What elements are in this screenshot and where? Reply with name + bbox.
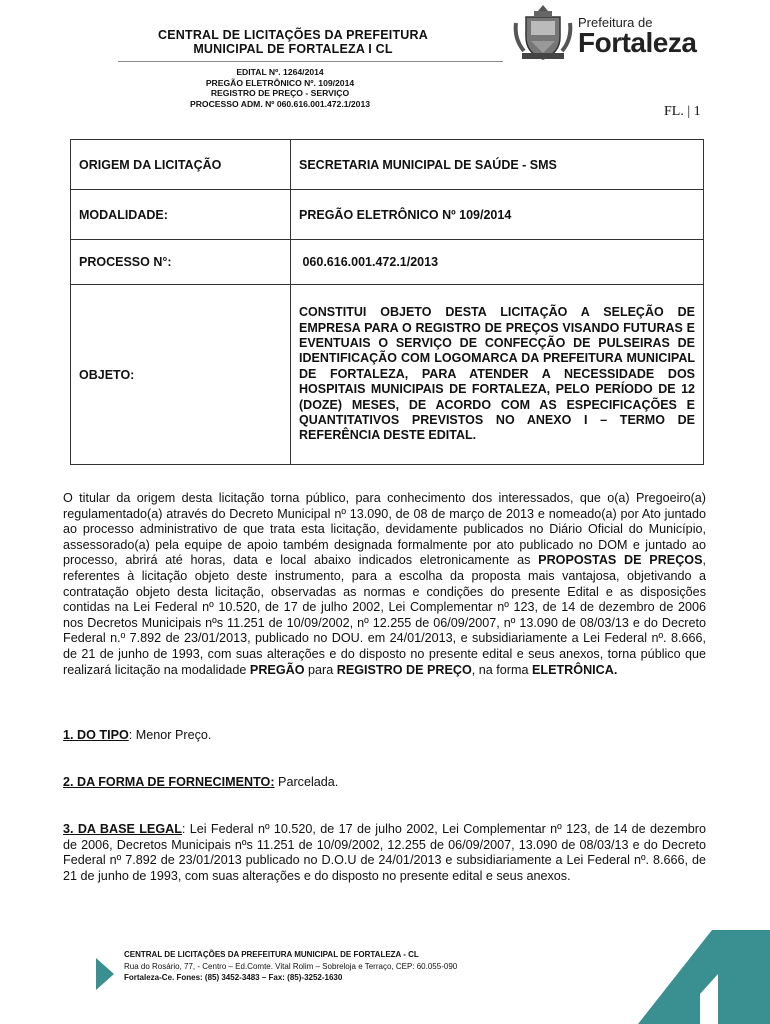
footer-corner-decoration-icon <box>600 930 770 1024</box>
intro-bold: REGISTRO DE PREÇO <box>336 662 472 677</box>
intro-bold: PREGÃO <box>249 662 305 677</box>
header-title-line2: MUNICIPAL DE FORTALEZA I CL <box>193 42 393 56</box>
table-row <box>71 190 704 240</box>
table-key: PROCESSO N°: <box>71 240 291 285</box>
section-text: Parcelada. <box>274 775 339 789</box>
section-text: : Menor Preço. <box>128 728 212 742</box>
section-colon: : <box>270 775 275 789</box>
intro-bold: PROPOSTAS DE PREÇOS <box>538 553 703 568</box>
footer-arrow-icon <box>96 958 114 990</box>
table-value: SECRETARIA MUNICIPAL DE SAÚDE - SMS <box>291 140 704 190</box>
edital-number: EDITAL Nº. 1264/2014 <box>236 67 324 77</box>
page-number: FL. | 1 <box>664 104 701 119</box>
header-title <box>118 28 468 56</box>
section-text: : Lei Federal nº 10.520, de 17 de julho 2002, Lei Complementar nº 123, de 14 de dezembro de 2006, Decretos Municipais nºs 11.251 de 10/09/2002, 12.255 de 06/09/2007, 13.090 de 08/03/13 e do Decreto Federal nº 7.892 de 23/01/2013 publicado no D.O.U de 24/01/2013 e subsidiariamente a Lei Federal nº. 8.666, de 21 de junho de 1993, com suas alterações e do disposto no presente edital e seus anexos. <box>63 822 707 883</box>
intro-text: , na forma <box>471 662 532 677</box>
intro-text: para <box>304 662 337 677</box>
edital-info <box>150 67 410 109</box>
footer-line1: CENTRAL DE LICITAÇÕES DA PREFEITURA MUNICIPAL DE FORTALEZA - CL <box>124 950 419 959</box>
table-key: MODALIDADE: <box>71 190 291 240</box>
table-key: OBJETO: <box>71 285 291 465</box>
section-tipo <box>63 728 706 744</box>
table-value: CONSTITUI OBJETO DESTA LICITAÇÃO A SELEÇÃO DE EMPRESA PARA O REGISTRO DE PREÇOS VISANDO FUTURAS E EVENTUAIS O SERVIÇO DE CONFECÇÃO DE PULSEIRAS DE IDENTIFICAÇÃO COM LOGOMARCA DA PREFEITURA MUNICIPAL DE FORTALEZA, PARA ATENDER A NECESSIDADE DOS HOSPITAIS MUNICIPAIS DE FORTALEZA, PELO PERÍODO DE 12 (DOZE) MESES, DE ACORDO COM AS ESPECIFICAÇÕES E QUANTITATIVOS PREVISTOS NO ANEXO I – TERMO DE REFERÊNCIA DESTE EDITAL. <box>291 285 704 465</box>
intro-paragraph <box>63 491 706 678</box>
header-divider <box>118 61 503 62</box>
pregao-number: PREGÃO ELETRÔNICO Nº. 109/2014 <box>205 77 355 88</box>
footer-line3: Fortaleza-Ce. Fones: (85) 3452-3483 – Fax: (85)-3252-1630 <box>124 973 343 982</box>
table-value: PREGÃO ELETRÔNICO Nº 109/2014 <box>291 190 704 240</box>
intro-text: , referentes à licitação objeto deste instrumento, para a escolha da proposta mais vantajosa, objetivando a contratação objeto desta licitação, observadas as normas e condições do presente Edital e as disposições contidas na Lei Federal nº 10.520, de 17 de julho 2002, Lei Complementar nº 123, de 14 de dezembro de 2006 nos Decretos Municipais nºs 11.251 de 10/09/2002, nº 12.255 de 06/09/2007, nº 13.090 de 08/03/13 e do Decreto Federal n.º 7.892 de 23/01/2013, publicado no DOU. em 24/01/2013, e subsidiariamente a Lei Federal nº. 8.666, de 21 de junho de 1993, com suas alterações e do disposto no presente edital e seus anexos, torna público que realizará licitação na modalidade <box>63 553 706 677</box>
section-base-legal <box>63 822 706 884</box>
table-row <box>71 240 704 285</box>
footer-line2: Rua do Rosário, 77, - Centro – Ed.Comte. Vital Rolim – Sobreloja e Terraço, CEP: 60.055-090 <box>124 961 458 971</box>
registro-type: REGISTRO DE PREÇO - SERVIÇO <box>210 88 350 98</box>
section-title: 2. DA FORMA DE FORNECIMENTO <box>63 775 271 789</box>
table-value: 060.616.001.472.1/2013 <box>291 240 704 285</box>
processo-number: PROCESSO ADM. Nº 060.616.001.472.1/2013 <box>189 98 371 109</box>
intro-bold: ELETRÔNICA. <box>532 662 618 677</box>
footer <box>124 949 457 984</box>
section-title: 1. DO TIPO <box>63 728 129 742</box>
brasao-fortaleza-icon <box>512 3 574 63</box>
intro-text: O titular da origem desta licitação torna público, para conhecimento dos interessados, que o(a) Pregoeiro(a) regulamentado(a) através do Decreto Municipal nº 13.090, de 08 de março de 2013 e nomeado(a) por Ato juntado ao processo administrativo de que trata esta licitação, devidamente publicados no Diário Oficial do Município, assessorado(a) pela equipe de apoio também designada formalmente por ato publicado no DOM e juntado ao processo, abrirá até horas, data e local abaixo indicados eletronicamente as <box>63 491 706 568</box>
table-row <box>71 285 704 465</box>
section-fornecimento <box>63 775 706 791</box>
logo-small-text: Prefeitura de <box>578 15 653 30</box>
section-title: 3. DA BASE LEGAL <box>63 822 182 836</box>
logo-big-text: Fortaleza <box>578 27 697 58</box>
table-row <box>71 140 704 190</box>
header-title-line1: CENTRAL DE LICITAÇÕES DA PREFEITURA <box>158 28 428 42</box>
table-key: ORIGEM DA LICITAÇÃO <box>71 140 291 190</box>
info-table <box>70 139 704 465</box>
